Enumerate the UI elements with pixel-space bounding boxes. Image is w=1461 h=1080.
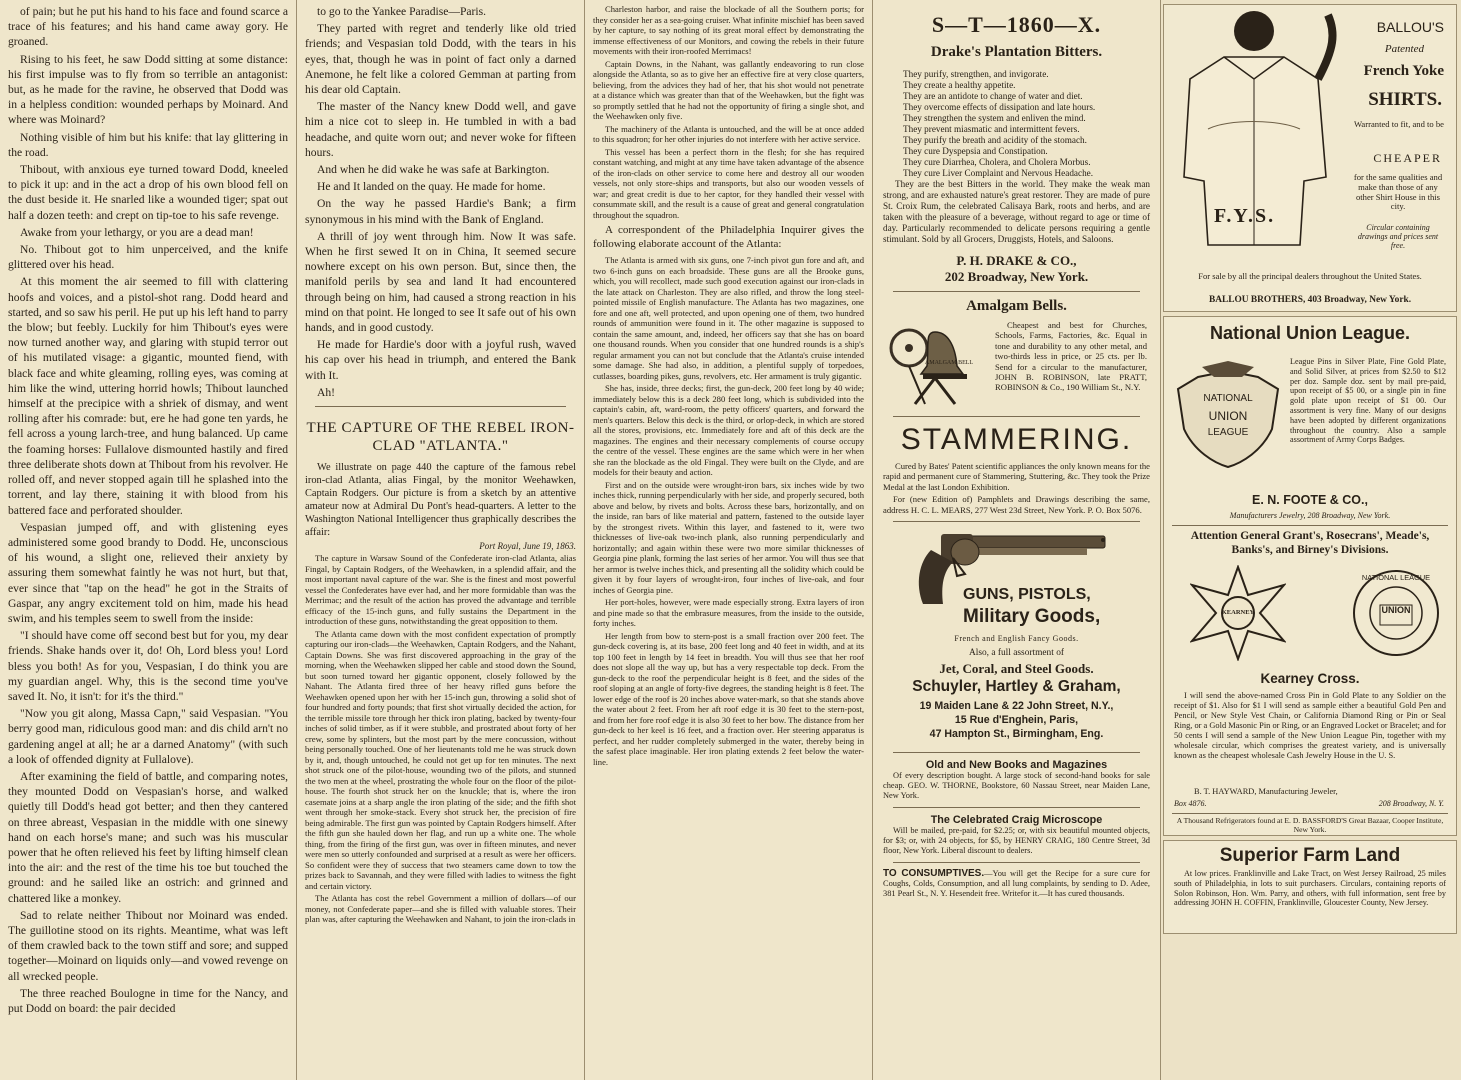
- story-column-2: [297, 0, 584, 1080]
- story-paragraph: At this moment the air seemed to fill with clattering hoofs and voices, and a pistol-shot rang. Dodd heard and started, and so saw his peril. He put up his left hand to parry the blow; but feebly. Luckily for him Thibout's eyes were now turned another way, and glaring with stupid terror out of his mutilated visage: a gigantic, mounted fiend, with black face and white gleaming, rolling eyes, was coming at him like the wind, uttering horrid howls; Thibout launched himself at the precipice with a shriek of dismay, and went rolling after his comrade: but, ere he had gone ten yards, he fell across a young larch-tree, and hung balanced. Up came the foaming horses: Fullalove dismounted hastily and fired three deliberate shots down at Thibout from his revolver. He rolled off, and never stopped again till he splashed into the torrent, and lay there, staining it with blood from his battered face and perforated shoulder.: [8, 275, 288, 517]
- story-paragraph: And when he did wake he was safe at Barkington.: [317, 163, 550, 177]
- guns-ad-line: Also, a full assortment of: [968, 648, 1065, 659]
- drake-ad-line: They purify, strengthen, and invigorate.: [903, 69, 1049, 79]
- article-column-3: [585, 0, 872, 1080]
- article-paragraph: Charleston harbor, and raise the blockade of all the Southern ports; for they consider her as a sea-going cruiser. What infinite mischief has been saved by her capture, to say nothing of its great moral effect by demonstrating the immense effectiveness of our Monitors, and cowing the rebels in their future movements with their iron-roofed Merrimacs!: [593, 4, 864, 56]
- article-paragraph: The machinery of the Atlanta is untouched, and the will be at once added to this squadron; for her other injuries do not interfere with her active service.: [593, 123, 864, 144]
- section-divider: [315, 406, 566, 407]
- story-paragraph: to go to the Yankee Paradise—Paris.: [317, 5, 487, 18]
- kearney-signature: B. T. HAYWARD, Manufacturing Jeweler,: [1194, 787, 1338, 796]
- kearney-address: 208 Broadway, N. Y.: [1378, 799, 1444, 808]
- shield-text: LEAGUE: [1207, 427, 1249, 438]
- article-dateline: Port Royal, June 19, 1863.: [479, 541, 576, 552]
- league-ad-firm-line: Manufacturers Jewelry, 208 Broadway, New York.: [1229, 511, 1391, 520]
- bells-ad-title: Amalgam Bells.: [966, 298, 1067, 314]
- story-paragraph: No. Thibout got to him unperceived, and the knife glittered over his head.: [8, 243, 288, 272]
- seal-text: NATIONAL LEAGUE: [1361, 573, 1431, 582]
- story-paragraph: The three reached Boulogne in time for the Nancy, and put Dodd on board: the pair decided: [8, 986, 288, 1015]
- article-headline: THE CAPTURE OF THE REBEL IRON-CLAD "ATLANTA.": [306, 420, 575, 455]
- shirt-mark: F.Y.S.: [1214, 205, 1276, 227]
- ballou-heading: Patented: [1384, 43, 1424, 55]
- kearney-cross-text: KEARNEY: [1221, 609, 1255, 616]
- column-rule-4: [1160, 0, 1161, 1080]
- ad-divider: [893, 752, 1140, 753]
- article-paragraph: The Atlanta came down with the most confident expectation of promptly capturing our iron-clads—the Weehawken, Captain Rodgers, and the Nahant, Captain Downs. She was first discovered approaching in the gray of the morning, when the Weehawken slipped her cable and stood down the Sound, but soon turned toward her gigantic opponent, closely followed by the Nahant. The Atlanta fired three of her heavy rifled guns before the Weehawken opened upon her with her 15-inch gun, throwing a solid shot of four hundred and forty pounds; that first shot virtually decided the action, for the terrible missile tore through her thick iron plating, backed by twenty-four inches of solid timber, as if it were stubble, and prostrated about forty of her crew, some by splinters, but the most part by the mere concussion, without being personally touched. One of her lieutenants told me he was struck down by it, and, though untouched, he could not get up for ten minutes. The next shot struck one of the pilot-house, wounding two of the pilots, and stunned the two men at the wheel, prostrating the whole four on the floor of the pilot-house. The fourth shot struck her on the knuckle; that is, where the iron casemate joins at a sharp angle the iron plating of the side; and the fifth shot went through her smoke-stack. Every shot struck her, the precision of fire being admirable. The first gun was pointed by Captain Rodgers himself. After the fifth gun she hauled down her flag, and run up a white one. The whole thing, from the firing of the first gun, was over in fifteen minutes, and never were men so utterly confounded and surprised at a result as were her officers. So confident were they of success that two steamers came down to tow the prizes back to Savannah, and they were filled with ladies to witness the fight and certain victory.: [305, 628, 576, 891]
- story-paragraph: Ah!: [317, 385, 336, 399]
- guns-ad-title: GUNS, PISTOLS,: [963, 586, 1091, 604]
- ballou-heading: SHIRTS.: [1368, 89, 1442, 110]
- story-paragraph: Vespasian jumped off, and with glistening eyes administered some good brandy to Dodd. He, unconscious of his wound, a slight one, relieved their anxiety by assuring them somewhat faintly he was not hurt, but that, ever since that "tap on the head" he got in the Straits of Gaspar, any angry excitement told on him, made his head swim, and his temples seem to swell from the inside:: [8, 520, 288, 625]
- story-paragraph: Rising to his feet, he saw Dodd sitting at some distance: his first impulse was to fly from so terrible an antagonist: but, as he made for the ravine, he observed that Dodd was in a helpless condition: wounded perhaps by Moinard. And where was Moinard?: [8, 52, 288, 127]
- guns-ad-line: French and English Fancy Goods.: [954, 634, 1079, 644]
- article-paragraph: The capture in Warsaw Sound of the Confederate iron-clad Atlanta, alias Fingal, by Captain Rodgers, of the Weehawken, in a splendid affair, and the most important naval capture of the war. She is the finest and most powerful vessel the Confederates have ever had, and her more formidable than was the Merrimac; and the result of the action has proved the advantage and terrible efficacy of the 15-inch guns, and fully sustains the Department in the introduction of these guns, notwithstanding the great opposition to them.: [305, 553, 576, 627]
- ads-column-4: [873, 0, 1160, 1080]
- story-paragraph: "I should have come off second best but for you, my dear friends. Shake hands over it, do! Oh, Lord bless you! Lord bless you both! As for you, Vespasian, I do think you are my guardian angel. Why, this is the second time you've saved It. No, it isn't: for it's the third.": [8, 629, 288, 703]
- ad-divider: [893, 521, 1140, 522]
- drake-ad-subtitle: Drake's Plantation Bitters.: [930, 44, 1103, 60]
- microscope-ad-title: The Celebrated Craig Microscope: [930, 814, 1103, 827]
- story-paragraph: He made for Hardie's door with a joyful rush, waved his cap over his head in triumph, and entered the Bank with It.: [305, 338, 576, 382]
- league-ad-body: League Pins in Silver Plate, Fine Gold Plate, and Solid Silver, at prices from $2.50 to $12 per doz. Sample doz. sent by mail pre-paid, upon receipt of $5 00, or a single pin in fine gold plate upon receipt of $1 00. Our assortment is very fine. Many of our designs have been adopted by different organizations throughout the country. Also a sample assortment of Army Corps Badges.: [1290, 357, 1446, 445]
- drake-ad-line: They create a healthy appetite.: [903, 80, 1016, 90]
- kearney-box: Box 4876.: [1174, 799, 1207, 808]
- bell-label: AMALGAM BELL: [924, 360, 974, 366]
- article-paragraph: Captain Downs, in the Nahant, was gallantly endeavoring to run close alongside the Atlanta, so as to give her an effective fire at very close quarters, believing, from the advices they had of her, that his shot would not penetrate at a distance which was greater than that of the Weehawken, but the fight was so promptly settled that he had not the opportunity of firing a single shot, and the Weehawken only five.: [593, 58, 864, 121]
- stammering-ad-body: Cured by Bates' Patent scientific appliances the only known means for the rapid and permanent cure of Stammering, Stuttering, &c. They took the Prize Medal at the last London Exhibition.: [883, 461, 1150, 492]
- story-paragraph: They parted with regret and tenderly like old tried friends; and Vespasian told Dodd, with the tears in his eyes, that, though he was in point of fact only a darned Anemone, he felt like a colored Gemman at parting from his dear old Captain.: [305, 22, 576, 97]
- story-paragraph: "Now you git along, Massa Capn," said Vespasian. "You berry good man, ridiculous good man: and dis child arn't no gardening angel at all; he ar a darned Anatomy" (with such a look of offended dignity at Fullalove).: [8, 707, 288, 766]
- story-paragraph: Nothing visible of him but his knife: that lay glittering in the road.: [8, 130, 288, 159]
- microscope-ad-body: Will be mailed, pre-paid, for $2.25; or, with six beautiful mounted objects, for $3; or, with 24 objects, for $5, by HENRY CRAIG, 180 Centre Street, 3d floor, New York. Liberal discount to dealers.: [883, 826, 1150, 856]
- article-intro: We illustrate on page 440 the capture of the famous rebel iron-clad Atlanta, alias Fingal, by the monitor Weehawken, Captain Rodgers. Our picture is from a sketch by an attentive amateur now at Admiral Du Pont's head-quarters. A letter to the Washington National Intelligencer thus graphically describes the affair:: [305, 462, 576, 539]
- guns-ad-address: 15 Rue d'Enghein, Paris,: [954, 714, 1079, 727]
- article-paragraph: This vessel has been a perfect thorn in the flesh; for she has required constant watching, and might at any time have taken advantage of the absence of the iron-clads on other service to come here and destroy all our wooden vessels, not only store-ships and transports, but also our wooden vessels of war; and great credit is due to her captor, for they handled their vessel with consummate skill, and the result is a cause of great and general congratulation throughout the squadron.: [593, 146, 864, 220]
- drake-ad-line: They cure Diarrhea, Cholera, and Cholera Morbus.: [903, 157, 1091, 167]
- farm-ad-body: At low prices. Franklinville and Lake Tract, on West Jersey Railroad, 25 miles south of Philadelphia, in lots to suit purchasers. Circulars, containing reports of Solon Robinson, Hon. Wm. Parry, and others, with full information, sent free by addressing JOHN H. COFFIN, Franklinville, Gloucester County, New Jersey.: [1174, 869, 1446, 908]
- farm-ad-title: Superior Farm Land: [1219, 845, 1401, 866]
- drake-ad-line: They are an antidote to change of water and diet.: [903, 91, 1083, 101]
- books-ad-body: Of every description bought. A large stock of second-hand books for sale cheap. GEO. W. THORNE, Bookstore, 60 Nassau Street, near Maiden Lane, New York.: [883, 771, 1150, 801]
- consumptives-ad: [883, 869, 1150, 899]
- books-ad: [883, 759, 1150, 801]
- ballou-body: for the same qualities and make than those of any other Shirt House in this city.: [1353, 172, 1443, 212]
- guns-ad-line: Jet, Coral, and Steel Goods.: [939, 661, 1094, 677]
- story-paragraph: Sad to relate neither Thibout nor Moinard was ended. The guillotine stood on its rights. Meantime, what was left of them crawled back to the town stiff and sore; and supped together—Moinard on liquids only—and vowed revenge on all wrecked people.: [8, 908, 288, 983]
- guns-ad-address: 47 Hampton St., Birmingham, Eng.: [929, 728, 1104, 741]
- ballou-footer: For sale by all the principal dealers throughout the United States.: [1198, 271, 1422, 281]
- kearney-attention: Attention General Grant's, Rosecrans', Meade's, Banks's, and Birney's Divisions.: [1190, 530, 1430, 556]
- ballou-shirts-ad: [1163, 4, 1457, 312]
- farm-land-ad: [1163, 840, 1457, 934]
- article-paragraph: The Atlanta is armed with six guns, one 7-inch pivot gun fore and aft, and two 6-inch guns on each broadside. These guns are all the Brooke guns, which, you will recollect, made such good execution against our iron-clads in the late attack on Charleston. They are also rifled, and throw the long steel-pointed missile of English manufacture. The Atlanta has two magazines, one fore and one aft, well protected, and upon opening one of them, two hundred rounds of ammunition were found in it. The other magazine is supposed to contain the same amount, and, indeed, her officers say that she has on board one thousand rounds. When you consider that one hundred rounds is a ship's regular armament you can not but conclude that the Atlanta's cruise intended some damage. She had also, in addition, a plentiful supply of torpedoes, cutlasses, boarding pikes, guns, revolvers, etc. Her armament is truly gigantic.: [593, 255, 864, 381]
- article-paragraph: She has, inside, three decks; first, the gun-deck, 200 feet long by 40 wide; immediately below this is a deck 280 feet long, which is subdivided into the captain's cabin, aft, ward-room, the petty officers' quarters, and forward the men's quarters. Below this deck is the third, or orlop-deck, in which are stored all the stores, provisions, etc. Immediately fore and aft of this deck are the magazines. The engines and their necessary complements of course occupy the centre of the vessel. These engines are the same which were in her when she ran the blockade as the old Fingal. They were built on the Clyde, and are models for their beauty and action.: [593, 383, 864, 477]
- story-paragraph: On the way he passed Hardie's Bank; a firm synonymous in his mind with the Bank of England.: [305, 197, 576, 226]
- drake-ad-title: S—T—1860—X.: [931, 12, 1102, 37]
- consumptives-ad-body: —You will get the Recipe for a sure cure for Coughs, Colds, Consumption, and all lung complaints, by sending to D. Adee, 381 Pearl St., N. Y. Hesendeit free. Writefor it.—It has cured thousands.: [883, 869, 1150, 899]
- story-paragraph: He and It landed on the quay. He made for home.: [317, 180, 546, 194]
- drake-ad-firm: P. H. DRAKE & CO.,: [956, 253, 1077, 268]
- drake-ad-address: 202 Broadway, New York.: [944, 269, 1089, 284]
- ballou-circular: Circular containing drawings and prices sent free.: [1357, 223, 1439, 251]
- story-paragraph: The master of the Nancy knew Dodd well, and gave him a nice cot to sleep in. He tumbled in with a bad headache, and quite worn out; and never woke for fifteen hours.: [305, 100, 576, 159]
- story-paragraph: Awake from your lethargy, or you are a dead man!: [20, 225, 254, 239]
- story-column-1: [0, 0, 296, 1080]
- guns-ad-address: 19 Maiden Lane & 22 John Street, N.Y.,: [919, 700, 1114, 713]
- drake-ad-line: They overcome effects of dissipation and late hours.: [903, 102, 1096, 112]
- stammering-ad-contact: For (new Edition of) Pamphlets and Drawings describing the same, address H. C. L. MEARS, 277 West 23d Street, New York. P. O. Box 5076.: [883, 494, 1150, 515]
- ballou-heading: French Yoke: [1363, 63, 1444, 79]
- drake-ad-line: They prevent miasmatic and intermittent fevers.: [903, 124, 1080, 134]
- story-paragraph: After examining the field of battle, and comparing notes, they mounted Dodd on Vespasian's horse, and walked quietly till Dodd's head got better; and then they cantered on three abreast, Vespasian in the middle with one sinewy hand on each horse's mane; and such was his muscular power that he often relieved his feet by lifting himself clean into the air: and the rest of the time his toe but touched the ground: and he sailed like an ostrich: and grinned and chattered like a monkey.: [8, 769, 288, 905]
- article-paragraph: Her port-holes, however, were made especially strong. Extra layers of iron and pine made so that the embrasure measures, from the inside to the outside, forty inches.: [593, 597, 864, 628]
- kearney-ad-title: Kearney Cross.: [1260, 671, 1360, 686]
- ad-divider: [893, 291, 1140, 292]
- books-ad-title: Old and New Books and Magazines: [925, 759, 1108, 772]
- league-ad-title: National Union League.: [1209, 323, 1410, 343]
- refrigerators-ad: A Thousand Refrigerators found at E. D. BASSFORD'S Great Bazaar, Cooper Institute, New York.: [1176, 816, 1444, 834]
- consumptives-ad-title: TO CONSUMPTIVES.: [883, 868, 985, 880]
- guns-ad: [883, 528, 1150, 746]
- union-league-ad: [1163, 316, 1457, 836]
- ad-divider: [893, 416, 1140, 417]
- league-ad-firm: E. N. FOOTE & CO.,: [1252, 493, 1368, 507]
- drake-ad-line: They cure Dyspepsia and Constipation.: [903, 146, 1048, 156]
- story-paragraph: A thrill of joy went through him. Now It was safe. When he first sewed It on in China, It seemed secure nowhere except on his own person. But, since then, the manifold perils by sea and land It had encountered through being on him, had caused a strong reaction in his mind on that point. He longed to see It safe out of his own hands, and in good custody.: [305, 229, 576, 335]
- drake-ad-line: They purify the breath and acidity of the stomach.: [903, 135, 1087, 145]
- ballou-warranted: Warranted to fit, and to be: [1354, 119, 1444, 129]
- shield-text: UNION: [1208, 409, 1248, 423]
- ad-divider: [893, 807, 1140, 808]
- guns-ad-subtitle: Military Goods,: [963, 606, 1101, 628]
- bells-ad-body: Cheapest and best for Churches, Schools, Farms, Factories, &c. Equal in tone and durability to any other metal, and two-thirds less in price, or 25 cts. per lb. Send for a circular to the manufacturer, JOHN B. ROBINSON, late PRATT, ROBINSON & Co., 190 William St., N.Y.: [995, 320, 1147, 393]
- stammering-ad-title: STAMMERING.: [900, 423, 1133, 456]
- drake-ad-body: They are the best Bitters in the world. They make the weak man strong, and are exhausted nature's great restorer. They are made of pure St. Croix Rum, the celebrated Calisaya Bark, roots and herbs, and are taken with the pleasure of a beverage, without regard to age or time of day. Particularly recommended to delicate persons requiring a gentle stimulant. Sold by all Grocers, Druggists, Hotels, and Saloons.: [883, 179, 1150, 244]
- kearney-ad-body: I will send the above-named Cross Pin in Gold Plate to any Soldier on the receipt of $1. Also for $1 I will send as sample either a beautiful Gold Pen and Pencil, or New Style Vest Chain, or California Diamond Ring or Pin or Seal Ring, or a Gold Masonic Pin or Ring, or an Engraved Locket or Bracelet; and for 50 cents I will send a sample of the New Union League Pin, together with my wholesale circular, which comprises the greatest variety, and is universally known as the cheapest wholesale Cash Jewelry House in the U. S.: [1174, 691, 1446, 760]
- shield-text: NATIONAL: [1203, 393, 1253, 404]
- story-paragraph: Thibout, with anxious eye turned toward Dodd, kneeled to pick it up: and in the act a drop of his own blood fell on the dust beside it. He snarled like a wounded tiger; spat out half a dozen teeth: and crept on tip-toe to his safe revenge.: [8, 163, 288, 222]
- drake-ad-line: They cure Liver Complaint and Nervous Headache.: [903, 168, 1094, 178]
- article-paragraph: A correspondent of the Philadelphia Inquirer gives the following elaborate account of the Atlanta:: [593, 224, 864, 250]
- drake-ad: [883, 12, 1150, 285]
- article-paragraph: Her length from bow to stern-post is a small fraction over 200 feet. The gun-deck covering is, at its base, 200 feet long and 40 feet in width, and at its top 100 feet in length by 14 feet in breadth. You will thus see that her roof does not slope all the way up, but has a very respectable top deck. From the gun-deck to the roof the perpendicular height is 8 feet, and the sides of the roof sloping at an angle of forty-five degrees, the standing height is 8 feet. The lower edge of the roof is 20 inches above water-mark, so that she stands above the water about 2 feet. From her aft roof edge it is 30 feet to the stern-post, and from her fore roof edge it is also 30 feet to her bow. The distance from her gun-deck to her keel is 16 feet, and a fraction over. Her steering apparatus is perfect, and her rudder completely submerged in the water, thereby being in the safest place imaginable. Her iron plating extends 2 feet below the water-line.: [593, 630, 864, 767]
- ad-divider: [893, 862, 1140, 863]
- guns-ad-firm: Schuyler, Hartley & Graham,: [912, 678, 1121, 696]
- stammering-ad: [883, 423, 1150, 515]
- story-paragraph: of pain; but he put his hand to his face and found scarce a trace of his features; and his hand came away gory. He groaned.: [8, 5, 288, 49]
- article-paragraph: The Atlanta has cost the rebel Government a million of dollars—of our money, not Confederate paper—and she is filled with valuable stores. Their plan was, after capturing the Weehawken and Nahant, to join the iron-clads in: [305, 893, 576, 925]
- bells-ad: [883, 298, 1150, 410]
- ballou-cheaper: CHEAPER: [1373, 151, 1442, 165]
- article-paragraph: First and on the outside were wrought-iron bars, six inches wide by two inches thick, running perpendicularly with her side, and properly secured, both above and below, by rivets and bolts. Across these bars, horizontally, and on the inside, ran bars of like material and pattern, fastened to the outside layer by the strongest rivets. Within this layer, and fastened to it, were two thicknesses of live-oak two-inch plank, also running perpendicularly and horizontally; and again within these were two more similar thicknesses of Georgia pine plank, forming the last series of her armor. You will thus see that her armor is twelve inches thick, and presenting all the solidity which could be given it by four layers of wrought-iron, four inches of live-oak, and four inches of Georgia pine.: [593, 479, 864, 595]
- ballou-firm: BALLOU BROTHERS, 403 Broadway, New York.: [1208, 295, 1412, 305]
- ballou-heading: BALLOU'S: [1376, 19, 1444, 35]
- drake-ad-line: They strengthen the system and enliven the mind.: [903, 113, 1086, 123]
- microscope-ad: [883, 814, 1150, 856]
- seal-center-text: UNION: [1381, 605, 1411, 615]
